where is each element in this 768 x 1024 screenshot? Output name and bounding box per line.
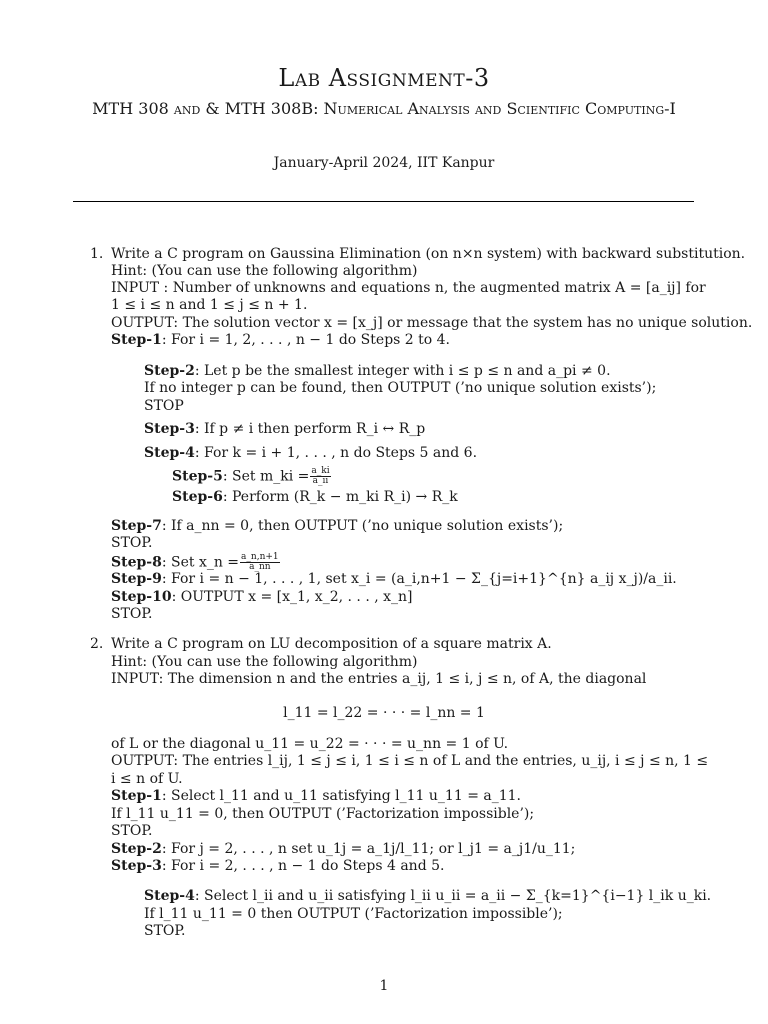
q2-hint: Hint: (You can use the following algorithm) [111, 654, 418, 670]
q1-step6-text: : Perform (R_k − m_ki R_i) → R_k [222, 489, 458, 505]
q1-step10-line2: STOP. [111, 606, 153, 622]
q1-step9-label: Step-9 [111, 571, 162, 587]
q1-output: OUTPUT: The solution vector x = [x_j] or message that the system has no unique solution. [111, 315, 753, 331]
q2-step3 [111, 858, 444, 875]
q1-step5-denominator: a_ii [312, 476, 329, 486]
dateline: January-April 2024, IIT Kanpur [273, 155, 495, 171]
q1-input-line2: 1 ≤ i ≤ n and 1 ≤ j ≤ n + 1. [111, 297, 308, 313]
q1-step6 [172, 489, 458, 506]
q1-step7-line2: STOP. [111, 535, 153, 551]
q1-step5 [172, 467, 332, 486]
q2-diagonal-equation: l_11 = l_22 = · · · = l_nn = 1 [283, 705, 485, 721]
q1-step7-text: : If a_nn = 0, then OUTPUT (’no unique solution exists’); [161, 518, 564, 534]
course-subtitle: MTH 308 and & MTH 308B: Numerical Analysis and Scientific Computing-I [92, 99, 676, 118]
q2-step1-line2: If l_11 u_11 = 0, then OUTPUT (’Factorization impossible’); [111, 806, 535, 822]
q1-step6-label: Step-6 [172, 489, 223, 505]
q1-step1 [111, 332, 450, 349]
q2-step1 [111, 788, 521, 805]
q2-step4-label: Step-4 [144, 888, 195, 904]
q1-step7 [111, 518, 563, 535]
q1-step10 [111, 589, 413, 606]
q1-step2 [144, 363, 611, 380]
q2-step2-label: Step-2 [111, 841, 162, 857]
q2-step4 [144, 888, 711, 905]
q1-step1-label: Step-1 [111, 332, 162, 348]
q2-step4-line3: STOP. [144, 923, 186, 939]
page-title: Lab Assignment-3 [278, 64, 490, 92]
q1-step8-fraction [240, 553, 280, 572]
q1-step5-fraction [310, 467, 330, 486]
q1-step1-text: : For i = 1, 2, . . . , n − 1 do Steps 2 to 4. [161, 332, 451, 348]
header-divider [73, 201, 694, 202]
q2-step2 [111, 841, 575, 858]
q2-step3-text: : For i = 2, . . . , n − 1 do Steps 4 and 5. [161, 858, 445, 874]
q2-step2-text: : For j = 2, . . . , n set u_1j = a_1j/l_11; or l_j1 = a_j1/u_11; [161, 841, 576, 857]
q1-intro: Write a C program on Gaussina Elimination (on n×n system) with backward substitution. [111, 246, 746, 262]
q1-step4 [144, 445, 477, 462]
q1-step8 [111, 553, 281, 572]
q1-step8-text: : Set x_n = [161, 554, 240, 571]
q1-step2-line2: If no integer p can be found, then OUTPUT (’no unique solution exists’); [144, 380, 657, 396]
q2-step1-label: Step-1 [111, 788, 162, 804]
q1-step5-text: : Set m_ki = [222, 468, 310, 485]
q1-step10-text: : OUTPUT x = [x_1, x_2, . . . , x_n] [171, 589, 413, 605]
q1-step9 [111, 571, 677, 588]
page-number: 1 [379, 978, 389, 994]
q2-intro: Write a C program on LU decomposition of a square matrix A. [111, 636, 552, 652]
q2-input: INPUT: The dimension n and the entries a_ij, 1 ≤ i, j ≤ n, of A, the diagonal [111, 671, 647, 687]
q1-step5-numerator: a_ki [311, 466, 330, 476]
q2-diagonal-text: of L or the diagonal u_11 = u_22 = · · · = u_nn = 1 of U. [111, 736, 509, 752]
q1-step2-line3: STOP [144, 398, 184, 414]
q2-step3-label: Step-3 [111, 858, 162, 874]
q1-step10-label: Step-10 [111, 589, 172, 605]
q1-step3 [144, 421, 425, 438]
q1-step4-label: Step-4 [144, 445, 195, 461]
q1-step3-text: : If p ≠ i then perform R_i ↔ R_p [194, 421, 426, 437]
q1-step8-denominator: a_nn [249, 562, 271, 572]
q1-hint: Hint: (You can use the following algorithm) [111, 263, 418, 279]
q1-step5-label: Step-5 [172, 468, 223, 485]
q1-step9-text: : For i = n − 1, . . . , 1, set x_i = (a_i,n+1 − Σ_{j=i+1}^{n} a_ij x_j)/a_ii. [161, 571, 677, 587]
q2-step1-text: : Select l_11 and u_11 satisfying l_11 u_11 = a_11. [161, 788, 521, 804]
q2-step1-line3: STOP. [111, 823, 153, 839]
q2-step4-text: : Select l_ii and u_ii satisfying l_ii u_ii = a_ii − Σ_{k=1}^{i−1} l_ik u_ki. [194, 888, 712, 904]
q1-step8-numerator: a_n,n+1 [241, 552, 279, 562]
q2-number: 2. [90, 636, 104, 652]
q2-output-line2: i ≤ n of U. [111, 771, 183, 787]
q1-step8-label: Step-8 [111, 554, 162, 571]
q1-number: 1. [90, 246, 104, 262]
q2-output-line1: OUTPUT: The entries l_ij, 1 ≤ j ≤ i, 1 ≤ i ≤ n of L and the entries, u_ij, i ≤ j ≤ n, 1 ≤ [111, 753, 709, 769]
q1-step3-label: Step-3 [144, 421, 195, 437]
q1-step2-text: : Let p be the smallest integer with i ≤ p ≤ n and a_pi ≠ 0. [194, 363, 611, 379]
q1-input-line1: INPUT : Number of unknowns and equations n, the augmented matrix A = [a_ij] for [111, 280, 706, 296]
q2-step4-line2: If l_11 u_11 = 0 then OUTPUT (’Factorization impossible’); [144, 906, 563, 922]
q1-step2-label: Step-2 [144, 363, 195, 379]
q1-step4-text: : For k = i + 1, . . . , n do Steps 5 and 6. [194, 445, 478, 461]
q1-step7-label: Step-7 [111, 518, 162, 534]
